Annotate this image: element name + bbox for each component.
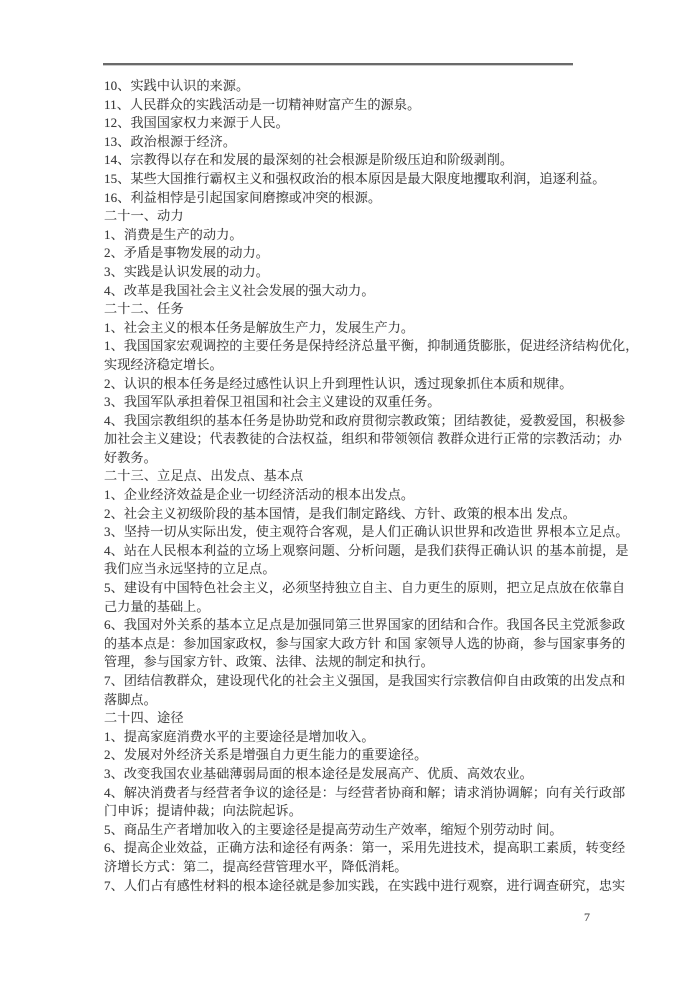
text-line: 6、提高企业效益，正确方法和途径有两条：第一，采用先进技术，提高职工素质，转变经 — [104, 840, 626, 856]
text-line: 13、政治根源于经济。 — [104, 133, 237, 149]
text-line: 管理，参与国家方针、政策、法律、法规的制定和执行。 — [104, 654, 434, 670]
page-number: 7 — [584, 910, 590, 924]
text-line: 5、商品生产者增加收入的主要途径是提高劳动生产效率，缩短个别劳动时 间。 — [104, 821, 563, 837]
text-line: 实现经济稳定增长。 — [104, 356, 223, 372]
section-heading: 二十一、动力 — [104, 208, 184, 224]
text-line: 1、消费是生产的动力。 — [104, 226, 243, 242]
text-line: 2、矛盾是事物发展的动力。 — [104, 245, 269, 261]
text-line: 3、坚持一切从实际出发，使主观符合客观，是人们正确认识世界和改造世 界根本立足点。 — [104, 524, 629, 540]
text-line: 好教务。 — [104, 449, 157, 465]
text-line: 己力量的基础上。 — [104, 598, 210, 614]
text-line: 16、利益相悖是引起国家间磨擦或冲突的根源。 — [104, 189, 382, 205]
text-line: 7、团结信教群众，建设现代化的社会主义强国，是我国实行宗教信仰自由政策的出发点和 — [104, 673, 626, 688]
header-rule — [103, 63, 573, 65]
text-line: 我们应当永远坚持的立足点。 — [104, 561, 276, 577]
text-line: 15、某些大国推行霸权主义和强权政治的根本原因是最大限度地攫取利润，追逐利益。 — [104, 170, 606, 186]
text-line: 2、发展对外经济关系是增强自力更生能力的重要途径。 — [104, 747, 428, 763]
text-line: 4、我国宗教组织的基本任务是协助党和政府贯彻宗教政策；团结教徒，爱教爱国，积极参 — [104, 412, 626, 428]
text-line: 12、我国国家权力来源于人民。 — [104, 115, 289, 131]
text-line: 门申诉；提请仲裁；向法院起诉。 — [104, 803, 302, 819]
document-body — [104, 77, 639, 895]
text-line: 落脚点。 — [104, 691, 157, 707]
text-line: 3、我国军队承担着保卫祖国和社会主义建设的双重任务。 — [104, 394, 441, 410]
text-line: 3、实践是认识发展的动力。 — [104, 263, 269, 279]
section-heading: 二十四、途径 — [104, 710, 184, 726]
text-line: 1、企业经济效益是企业一切经济活动的根本出发点。 — [104, 487, 415, 503]
text-line: 6、我国对外关系的基本立足点是加强同第三世界国家的团结和合作。我国各民主党派参政 — [104, 617, 626, 633]
text-line: 2、社会主义初级阶段的基本国情，是我们制定路线、方针、政策的根本出 发点。 — [104, 505, 576, 521]
text-line: 11、人民群众的实践活动是一切精神财富产生的源泉。 — [104, 96, 421, 112]
text-line: 加社会主义建设；代表教徒的合法权益，组织和带领领信 教群众进行正常的宗教活动；办 — [104, 431, 622, 447]
text-line: 4、解决消费者与经营者争议的途径是：与经营者协商和解；请求消协调解；向有关行政部 — [104, 784, 626, 800]
text-line: 的基本点是：参加国家政权，参与国家大政方针 和国 家领导人选的协商，参与国家事务的 — [104, 635, 626, 651]
text-line: 1、社会主义的根本任务是解放生产力，发展生产力。 — [104, 319, 415, 335]
text-line: 10、实践中认识的来源。 — [104, 78, 250, 93]
text-line: 7、人们占有感性材料的根本途径就是参加实践，在实践中进行观察，进行调查研究，忠实 — [104, 877, 626, 893]
text-line: 14、宗教得以存在和发展的最深刻的社会根源是阶级压迫和阶级剥削。 — [104, 152, 514, 168]
text-line: 1、提高家庭消费水平的主要途径是增加收入。 — [104, 728, 375, 744]
text-line: 1、我国国家宏观调控的主要任务是保持经济总量平衡，抑制通货膨胀，促进经济结构优化， — [104, 338, 639, 354]
text-line: 济增长方式：第二，提高经营管理水平，降低消耗。 — [104, 858, 408, 874]
text-line: 2、认识的根本任务是经过感性认识上升到理性认识，透过现象抓住本质和规律。 — [104, 375, 573, 391]
section-heading: 二十三、立足点、出发点、基本点 — [104, 468, 304, 484]
text-line: 5、建设有中国特色社会主义，必须坚持独立自主、自力更生的原则，把立足点放在依靠自 — [104, 580, 626, 596]
text-line: 4、站在人民根本利益的立场上观察问题、分析问题，是我们获得正确认识 的基本前提，是 — [104, 542, 629, 558]
section-heading: 二十二、任务 — [104, 301, 184, 317]
text-line: 3、改变我国农业基础薄弱局面的根本途径是发展高产、优质、高效农业。 — [104, 765, 533, 781]
text-line: 4、改革是我国社会主义社会发展的强大动力。 — [104, 282, 375, 298]
